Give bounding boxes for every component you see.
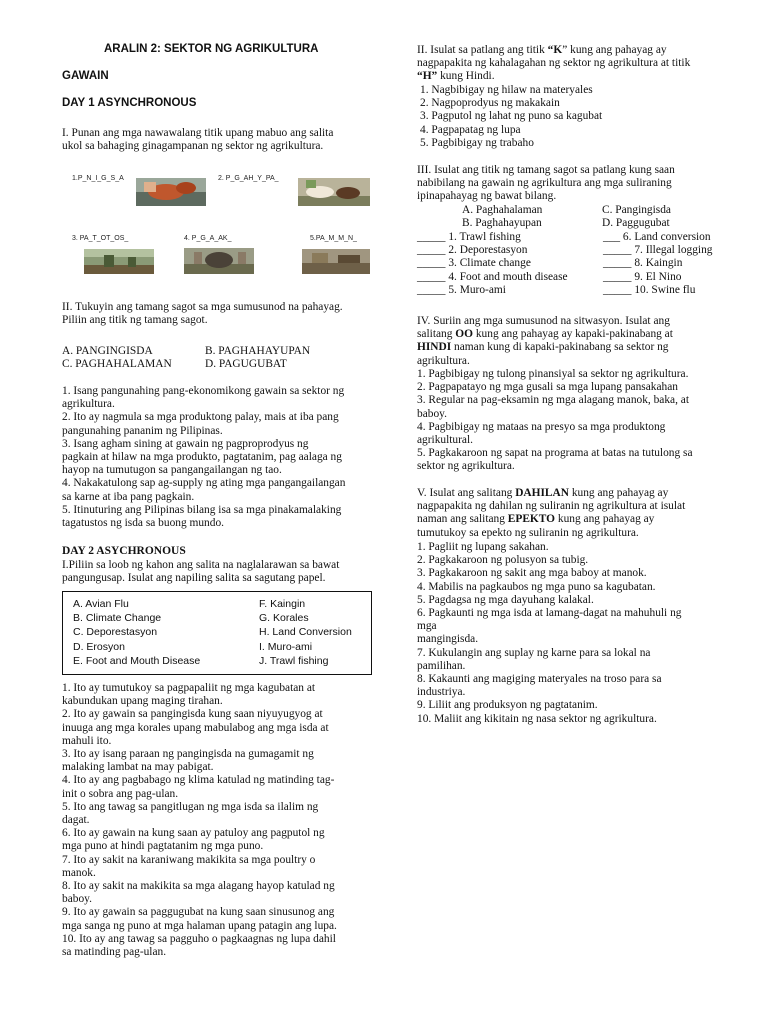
list-item: _____ 4. Foot and mouth disease bbox=[417, 270, 568, 283]
list-item: 1. Isang pangunahing pang-ekonomikong gawain sa sektor ng bbox=[62, 385, 345, 397]
list-item: _____ 2. Deporestasyon bbox=[417, 244, 528, 257]
list-item: 5. Itinuturing ang Pilipinas bilang isa sa mga pinakamalaking bbox=[62, 503, 342, 516]
list-item: mahuli ito. bbox=[62, 734, 112, 747]
list-item: pangunahing pananim ng Pilipinas. bbox=[62, 424, 223, 437]
list-item: 7. Kukulangin ang suplay ng karne para sa lokal na bbox=[417, 646, 651, 659]
farming-picture bbox=[84, 249, 154, 274]
list-item: 8. Ito ay sakit na makikita sa mga alagang hayop katulad ng bbox=[62, 880, 335, 893]
list-item: sa karne at iba pang pagkain. bbox=[62, 490, 195, 503]
list-item: 10. Maliit ang kikitain ng nasa sektor ng agrikultura. bbox=[417, 712, 657, 725]
list-item: mga puno at hindi pagtatanim ng mga puno. bbox=[62, 840, 264, 853]
list-item: agrikultural. bbox=[417, 434, 473, 447]
r3-choice-d: D. Paggugubat bbox=[602, 217, 670, 229]
r4-items bbox=[417, 368, 737, 474]
list-item: 2. Ito ay nagmula sa mga produktong palay, mais at iba pang bbox=[62, 411, 339, 424]
list-item: 3. Isang agham sining at gawain ng pagproprodyus ng bbox=[62, 437, 309, 450]
picture-label: 2. P_G_AH_Y_PA_ bbox=[218, 175, 279, 182]
choice-b: B. PAGHAHAYUPAN bbox=[205, 345, 311, 357]
list-item: 2. Pagpapatayo ng mga gusali sa mga lupang pansakahan bbox=[417, 381, 678, 394]
r5-items bbox=[417, 541, 737, 726]
list-item: 1. Pagbibigay ng tulong pinansiyal sa sektor ng agrikultura. bbox=[417, 368, 689, 380]
list-item: sektor ng agrikultura. bbox=[417, 460, 515, 473]
list-item: 10. Ito ay ang tawag sa pagguho o pagkaagnas ng lupa dahil bbox=[62, 932, 336, 945]
list-item: _____ 7. Illegal logging bbox=[603, 244, 713, 257]
sec2-instruction: II. Tukuyin ang tamang sagot sa mga sumusunod na pahayag. Piliin ang titik ng tamang sagot. bbox=[62, 301, 343, 327]
list-item: tagatustos ng isda sa buong mundo. bbox=[62, 517, 224, 530]
picture-label: 5.PA_M_M_N_ bbox=[310, 235, 357, 242]
list-item: pagkain at hilaw na mga produkto, pagtatanim, pag aalaga ng bbox=[62, 451, 342, 464]
choice-d: D. PAGUGUBAT bbox=[205, 358, 287, 370]
list-item: 6. Pagkaunti ng mga isda at lamang-dagat na mahuhuli ng bbox=[417, 607, 682, 620]
list-item: mangingisda. bbox=[417, 633, 479, 646]
list-item: _____ 9. El Nino bbox=[603, 270, 682, 283]
list-item: 5. Ito ang tawag sa pangitlugan ng mga isda sa ilalim ng bbox=[62, 800, 319, 813]
r3-choice-b: B. Paghahayupan bbox=[462, 217, 542, 229]
list-item: 7. Ito ay sakit na karaniwang makikita sa mga poultry o bbox=[62, 853, 316, 866]
box-option: F. Kaingin bbox=[259, 598, 306, 610]
list-item: 1. Pagliit ng lupang sakahan. bbox=[417, 541, 549, 553]
r3-choice-c: C. Pangingisda bbox=[602, 204, 671, 216]
list-item: ___ 6. Land conversion bbox=[603, 231, 711, 243]
gawain-heading: GAWAIN bbox=[62, 70, 109, 82]
list-item: 1. Ito ay tumutukoy sa pagpapaliit ng mga kagubatan at bbox=[62, 682, 316, 694]
list-item: 1. Nagbibigay ng hilaw na materyales bbox=[420, 84, 593, 96]
list-item: dagat. bbox=[62, 814, 90, 827]
list-item: _____ 8. Kaingin bbox=[603, 257, 683, 270]
r2-items bbox=[420, 84, 740, 150]
day2-heading: DAY 2 ASYCHRONOUS bbox=[62, 545, 186, 557]
list-item: 9. Liliit ang produksyon ng pagtatanim. bbox=[417, 699, 598, 712]
list-item: mga sanga ng puno at mga halaman upang patagin ang lupa. bbox=[62, 919, 337, 932]
list-item: _____ 5. Muro-ami bbox=[417, 283, 506, 296]
box-option: J. Trawl fishing bbox=[259, 654, 329, 667]
box-option: B. Climate Change bbox=[73, 612, 162, 625]
list-item: 2. Ito ay gawain sa pangingisda kung saan niyuyugyog at bbox=[62, 708, 323, 721]
list-item: sa matinding pag-ulan. bbox=[62, 946, 167, 959]
r2-instruction: II. Isulat sa patlang ang titik “K” kung ang pahayag ay nagpapakita ng kahalagahan ng sektor ng agrikultura at titik “H” kung Hindi. bbox=[417, 44, 691, 83]
r4-instruction: IV. Suriin ang mga sumusunod na sitwasyon. Isulat ang salitang OO kung ang pahayag ay kapaki-pakinabang at HINDI naman kung di kapaki-pakinabang sa sektor ng agrikultura. bbox=[417, 315, 673, 367]
picture-label: 1.P_N_I_G_S_A bbox=[72, 175, 124, 182]
list-item: kabundukan upang maging tirahan. bbox=[62, 695, 223, 708]
day1-heading: DAY 1 ASYNCHRONOUS bbox=[62, 97, 197, 109]
sec3-items bbox=[62, 682, 372, 959]
lesson-title: ARALIN 2: SEKTOR NG AGRIKULTURA bbox=[104, 43, 319, 55]
forestry-picture bbox=[302, 249, 370, 274]
r3-right-items bbox=[603, 231, 712, 297]
list-item: 3. Regular na pag-eksamin ng mga alagang manok, baka, at bbox=[417, 394, 690, 407]
list-item: 5. Pagdagsa ng mga dayuhang kalakal. bbox=[417, 593, 594, 606]
list-item: pamilihan. bbox=[417, 659, 466, 672]
sec1-instruction: I. Punan ang mga nawawalang titik upang mabuo ang salita ukol sa bahaging ginagampanan ng sektor ng agrikultura. bbox=[62, 127, 334, 153]
list-item: inuuga ang mga korales upang mabulabog ang mga isda at bbox=[62, 721, 329, 734]
r3-instruction: III. Isulat ang titik ng tamang sagot sa patlang kung saan nabibilang na gawain ng agrikultura ang mga suliraning ipinapahayag ng bawat bilang. bbox=[417, 164, 675, 203]
list-item: 3. Pagkakaroon ng sakit ang mga baboy at manok. bbox=[417, 567, 647, 580]
list-item: malaking lambat na may pabigat. bbox=[62, 761, 214, 774]
list-item: 3. Ito ay isang paraan ng pangingisda na gumagamit ng bbox=[62, 748, 314, 761]
choice-a: A. PANGINGISDA bbox=[62, 345, 153, 357]
list-item: _____ 10. Swine flu bbox=[603, 283, 696, 296]
list-item: 9. Ito ay gawain sa paggugubat na kung saan sinusunog ang bbox=[62, 906, 335, 919]
list-item: 4. Pagpapatag ng lupa bbox=[420, 123, 521, 136]
box-option: I. Muro-ami bbox=[259, 640, 313, 653]
list-item: baboy. bbox=[62, 893, 92, 906]
list-item: 6. Ito ay gawain na kung saan ay patuloy ang pagputol ng bbox=[62, 827, 325, 840]
list-item: 8. Kakaunti ang magiging materyales na troso para sa bbox=[417, 673, 662, 686]
r3-left-items bbox=[417, 231, 568, 297]
box-option: E. Foot and Mouth Disease bbox=[73, 654, 201, 667]
box-option: G. Korales bbox=[259, 612, 309, 625]
list-item: 4. Pagbibigay ng mataas na presyo sa mga produktong bbox=[417, 420, 666, 433]
fishing-picture bbox=[136, 178, 206, 206]
box-option: C. Deporestasyon bbox=[73, 626, 158, 639]
sec3-instruction: I.Piliin sa loob ng kahon ang salita na naglalarawan sa bawat pangungusap. Isulat ang napiling salita sa sagutang papel. bbox=[62, 559, 340, 585]
list-item: mga bbox=[417, 620, 437, 633]
box-option: D. Erosyon bbox=[73, 640, 125, 653]
list-item: init o sobra ang pag-ulan. bbox=[62, 787, 179, 800]
livestock-picture bbox=[298, 178, 370, 206]
list-item: 4. Nakakatulong sap ag-supply ng ating mga pangangailangan bbox=[62, 477, 346, 490]
picture-label: 4. P_G_A_AK_ bbox=[184, 235, 232, 242]
choice-c: C. PAGHAHALAMAN bbox=[62, 358, 172, 370]
list-item: 5. Pagkakaroon ng sapat na programa at batas na tutulong sa bbox=[417, 447, 693, 460]
list-item: 2. Nagpoprodyus ng makakain bbox=[420, 97, 560, 110]
box-option: H. Land Conversion bbox=[259, 626, 352, 639]
animal-raising-picture bbox=[184, 248, 254, 274]
list-item: industriya. bbox=[417, 686, 466, 699]
list-item: 3. Pagputol ng lahat ng puno sa kagubat bbox=[420, 110, 603, 123]
list-item: hayop na tumutugon sa pangangailangan ng tao. bbox=[62, 464, 282, 477]
list-item: 5. Pagbibigay ng trabaho bbox=[420, 136, 534, 149]
list-item: 4. Mabilis na pagkaubos ng mga puno sa kagubatan. bbox=[417, 580, 656, 593]
r5-instruction: V. Isulat ang salitang DAHILAN kung ang pahayag ay nagpapakita ng dahilan ng suliranin ng agrikultura at isulat naman ang salitang EPEKTO kung ang pahayag ay tumutukoy sa epekto ng suliranin ng agrikultura. bbox=[417, 487, 686, 539]
list-item: _____ 3. Climate change bbox=[417, 257, 531, 270]
list-item: manok. bbox=[62, 866, 96, 879]
list-item: 4. Ito ay ang pagbabago ng klima katulad ng matinding tag- bbox=[62, 774, 335, 787]
box-option: A. Avian Flu bbox=[73, 598, 129, 610]
list-item: _____ 1. Trawl fishing bbox=[417, 231, 521, 243]
picture-label: 3. PA_T_OT_OS_ bbox=[72, 235, 129, 242]
list-item: baboy. bbox=[417, 407, 447, 420]
word-box bbox=[62, 591, 372, 675]
list-item: agrikultura. bbox=[62, 398, 115, 411]
r3-choice-a: A. Paghahalaman bbox=[462, 204, 543, 216]
list-item: 2. Pagkakaroon ng polusyon sa tubig. bbox=[417, 554, 589, 567]
sec2-items bbox=[62, 385, 372, 530]
